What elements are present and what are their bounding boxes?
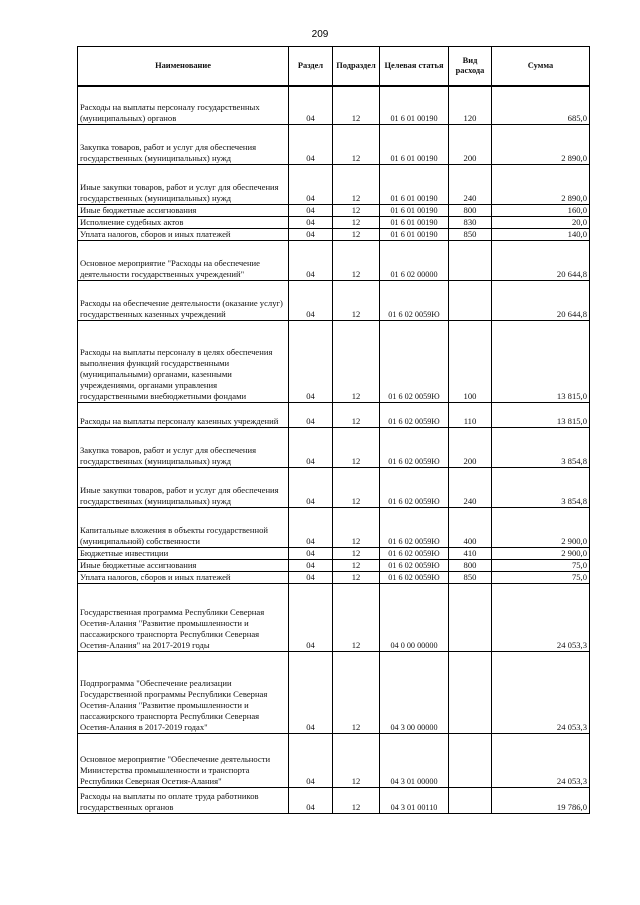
- cell-target: 01 6 01 00190: [380, 204, 449, 216]
- cell-type: 100: [449, 320, 492, 402]
- cell-section: 04: [289, 733, 333, 787]
- cell-name: Основное мероприятие "Обеспечение деятельности Министерства промышленности и транспорта Республики Северная Осетия-Алания": [78, 733, 289, 787]
- cell-type: 410: [449, 547, 492, 559]
- cell-subsection: 12: [333, 427, 380, 467]
- table-row: [78, 787, 590, 813]
- cell-subsection: 12: [333, 124, 380, 164]
- cell-sum: 19 786,0: [492, 787, 590, 813]
- cell-section: 04: [289, 547, 333, 559]
- header-section: Раздел: [289, 47, 333, 87]
- header-name: Наименование: [78, 47, 289, 87]
- cell-type: 200: [449, 124, 492, 164]
- cell-name: Закупка товаров, работ и услуг для обеспечения государственных (муниципальных) нужд: [78, 124, 289, 164]
- cell-sum: 2 890,0: [492, 124, 590, 164]
- cell-sum: 24 053,3: [492, 583, 590, 651]
- cell-target: 04 0 00 00000: [380, 583, 449, 651]
- cell-type: [449, 240, 492, 280]
- table-row: [78, 402, 590, 427]
- cell-type: [449, 583, 492, 651]
- cell-name: Капитальные вложения в объекты государственной (муниципальной) собственности: [78, 507, 289, 547]
- table-body: [78, 86, 590, 813]
- cell-subsection: 12: [333, 86, 380, 124]
- cell-section: 04: [289, 583, 333, 651]
- cell-section: 04: [289, 320, 333, 402]
- cell-target: 01 6 02 00000: [380, 240, 449, 280]
- cell-section: 04: [289, 280, 333, 320]
- cell-name: Иные закупки товаров, работ и услуг для обеспечения государственных (муниципальных) нужд: [78, 164, 289, 204]
- cell-target: 01 6 02 0059Ю: [380, 320, 449, 402]
- cell-section: 04: [289, 651, 333, 733]
- table-row: [78, 124, 590, 164]
- cell-sum: 685,0: [492, 86, 590, 124]
- cell-subsection: 12: [333, 571, 380, 583]
- cell-type: 850: [449, 228, 492, 240]
- cell-type: 120: [449, 86, 492, 124]
- cell-section: 04: [289, 402, 333, 427]
- cell-sum: 75,0: [492, 559, 590, 571]
- cell-sum: 13 815,0: [492, 402, 590, 427]
- cell-sum: 20,0: [492, 216, 590, 228]
- cell-type: [449, 651, 492, 733]
- header-sum: Сумма: [492, 47, 590, 87]
- cell-name: Расходы на обеспечение деятельности (оказание услуг) государственных казенных учреждений: [78, 280, 289, 320]
- header-subsection: Подраздел: [333, 47, 380, 87]
- cell-type: 240: [449, 467, 492, 507]
- table-header-row: [78, 47, 590, 87]
- cell-name: Закупка товаров, работ и услуг для обеспечения государственных (муниципальных) нужд: [78, 427, 289, 467]
- cell-sum: 24 053,3: [492, 733, 590, 787]
- cell-target: 01 6 02 0059Ю: [380, 467, 449, 507]
- table-row: [78, 216, 590, 228]
- cell-type: 800: [449, 559, 492, 571]
- cell-target: 01 6 01 00190: [380, 228, 449, 240]
- table-row: [78, 240, 590, 280]
- header-type: Вид расхода: [449, 47, 492, 87]
- cell-section: 04: [289, 204, 333, 216]
- cell-name: Исполнение судебных актов: [78, 216, 289, 228]
- cell-target: 01 6 01 00190: [380, 86, 449, 124]
- table-row: [78, 559, 590, 571]
- cell-section: 04: [289, 228, 333, 240]
- cell-subsection: 12: [333, 507, 380, 547]
- table-row: [78, 583, 590, 651]
- cell-type: 830: [449, 216, 492, 228]
- cell-target: 01 6 02 0059Ю: [380, 507, 449, 547]
- cell-target: 01 6 02 0059Ю: [380, 427, 449, 467]
- cell-type: 110: [449, 402, 492, 427]
- cell-name: Иные закупки товаров, работ и услуг для обеспечения государственных (муниципальных) нужд: [78, 467, 289, 507]
- cell-section: 04: [289, 507, 333, 547]
- cell-subsection: 12: [333, 559, 380, 571]
- cell-type: [449, 787, 492, 813]
- cell-sum: 2 900,0: [492, 547, 590, 559]
- table-row: [78, 733, 590, 787]
- cell-subsection: 12: [333, 402, 380, 427]
- cell-name: Иные бюджетные ассигнования: [78, 204, 289, 216]
- table-row: [78, 280, 590, 320]
- cell-subsection: 12: [333, 547, 380, 559]
- cell-section: 04: [289, 240, 333, 280]
- cell-sum: 13 815,0: [492, 320, 590, 402]
- cell-subsection: 12: [333, 280, 380, 320]
- budget-table: [77, 46, 590, 814]
- table-row: [78, 86, 590, 124]
- table-row: [78, 164, 590, 204]
- cell-target: 01 6 01 00190: [380, 164, 449, 204]
- cell-name: Иные бюджетные ассигнования: [78, 559, 289, 571]
- cell-subsection: 12: [333, 467, 380, 507]
- cell-target: 01 6 01 00190: [380, 216, 449, 228]
- cell-name: Расходы на выплаты персоналу в целях обеспечения выполнения функций государственными (муниципальными) органами, казенными учреждениями, органами управления государственными внебюджетными фондами: [78, 320, 289, 402]
- cell-name: Подпрограмма "Обеспечение реализации Государственной программы Республики Северная Осетия-Алания "Развитие промышленности и пассажирского транспорта Республики Северная Осетия-Алания в 2017-2019 годах": [78, 651, 289, 733]
- cell-name: Государственная программа Республики Северная Осетия-Алания "Развитие промышленности и пассажирского транспорта Республики Северная Осетия-Алания" на 2017-2019 годы: [78, 583, 289, 651]
- cell-target: 04 3 01 00110: [380, 787, 449, 813]
- cell-sum: 75,0: [492, 571, 590, 583]
- table-row: [78, 320, 590, 402]
- cell-subsection: 12: [333, 583, 380, 651]
- cell-type: [449, 733, 492, 787]
- cell-subsection: 12: [333, 164, 380, 204]
- table-row: [78, 651, 590, 733]
- table-row: [78, 571, 590, 583]
- cell-name: Основное мероприятие "Расходы на обеспечение деятельности государственных учреждений": [78, 240, 289, 280]
- cell-section: 04: [289, 216, 333, 228]
- cell-target: 01 6 02 0059Ю: [380, 571, 449, 583]
- cell-name: Расходы на выплаты персоналу казенных учреждений: [78, 402, 289, 427]
- table-row: [78, 507, 590, 547]
- cell-subsection: 12: [333, 216, 380, 228]
- cell-name: Расходы на выплаты по оплате труда работников государственных органов: [78, 787, 289, 813]
- cell-type: 850: [449, 571, 492, 583]
- cell-sum: 20 644,8: [492, 280, 590, 320]
- cell-section: 04: [289, 467, 333, 507]
- cell-sum: 140,0: [492, 228, 590, 240]
- table-row: [78, 427, 590, 467]
- cell-sum: 2 900,0: [492, 507, 590, 547]
- cell-sum: 20 644,8: [492, 240, 590, 280]
- cell-sum: 3 854,8: [492, 467, 590, 507]
- cell-section: 04: [289, 164, 333, 204]
- cell-section: 04: [289, 86, 333, 124]
- table-row: [78, 547, 590, 559]
- cell-target: 04 3 00 00000: [380, 651, 449, 733]
- cell-type: 200: [449, 427, 492, 467]
- cell-target: 04 3 01 00000: [380, 733, 449, 787]
- cell-name: Расходы на выплаты персоналу государственных (муниципальных) органов: [78, 86, 289, 124]
- cell-sum: 2 890,0: [492, 164, 590, 204]
- page-number: 209: [311, 29, 329, 40]
- cell-name: Уплата налогов, сборов и иных платежей: [78, 228, 289, 240]
- cell-target: 01 6 01 00190: [380, 124, 449, 164]
- header-target: Целевая статья: [380, 47, 449, 87]
- cell-subsection: 12: [333, 651, 380, 733]
- cell-section: 04: [289, 559, 333, 571]
- cell-target: 01 6 02 0059Ю: [380, 559, 449, 571]
- cell-subsection: 12: [333, 240, 380, 280]
- cell-type: [449, 280, 492, 320]
- table-row: [78, 204, 590, 216]
- cell-sum: 160,0: [492, 204, 590, 216]
- table-row: [78, 467, 590, 507]
- cell-target: 01 6 02 0059Ю: [380, 402, 449, 427]
- cell-name: Бюджетные инвестиции: [78, 547, 289, 559]
- cell-target: 01 6 02 0059Ю: [380, 547, 449, 559]
- cell-section: 04: [289, 427, 333, 467]
- cell-sum: 24 053,3: [492, 651, 590, 733]
- cell-subsection: 12: [333, 787, 380, 813]
- cell-section: 04: [289, 787, 333, 813]
- cell-type: 240: [449, 164, 492, 204]
- cell-subsection: 12: [333, 320, 380, 402]
- cell-type: 400: [449, 507, 492, 547]
- cell-subsection: 12: [333, 228, 380, 240]
- cell-subsection: 12: [333, 204, 380, 216]
- cell-type: 800: [449, 204, 492, 216]
- cell-section: 04: [289, 571, 333, 583]
- cell-section: 04: [289, 124, 333, 164]
- cell-target: 01 6 02 0059Ю: [380, 280, 449, 320]
- table-row: [78, 228, 590, 240]
- cell-name: Уплата налогов, сборов и иных платежей: [78, 571, 289, 583]
- cell-subsection: 12: [333, 733, 380, 787]
- cell-sum: 3 854,8: [492, 427, 590, 467]
